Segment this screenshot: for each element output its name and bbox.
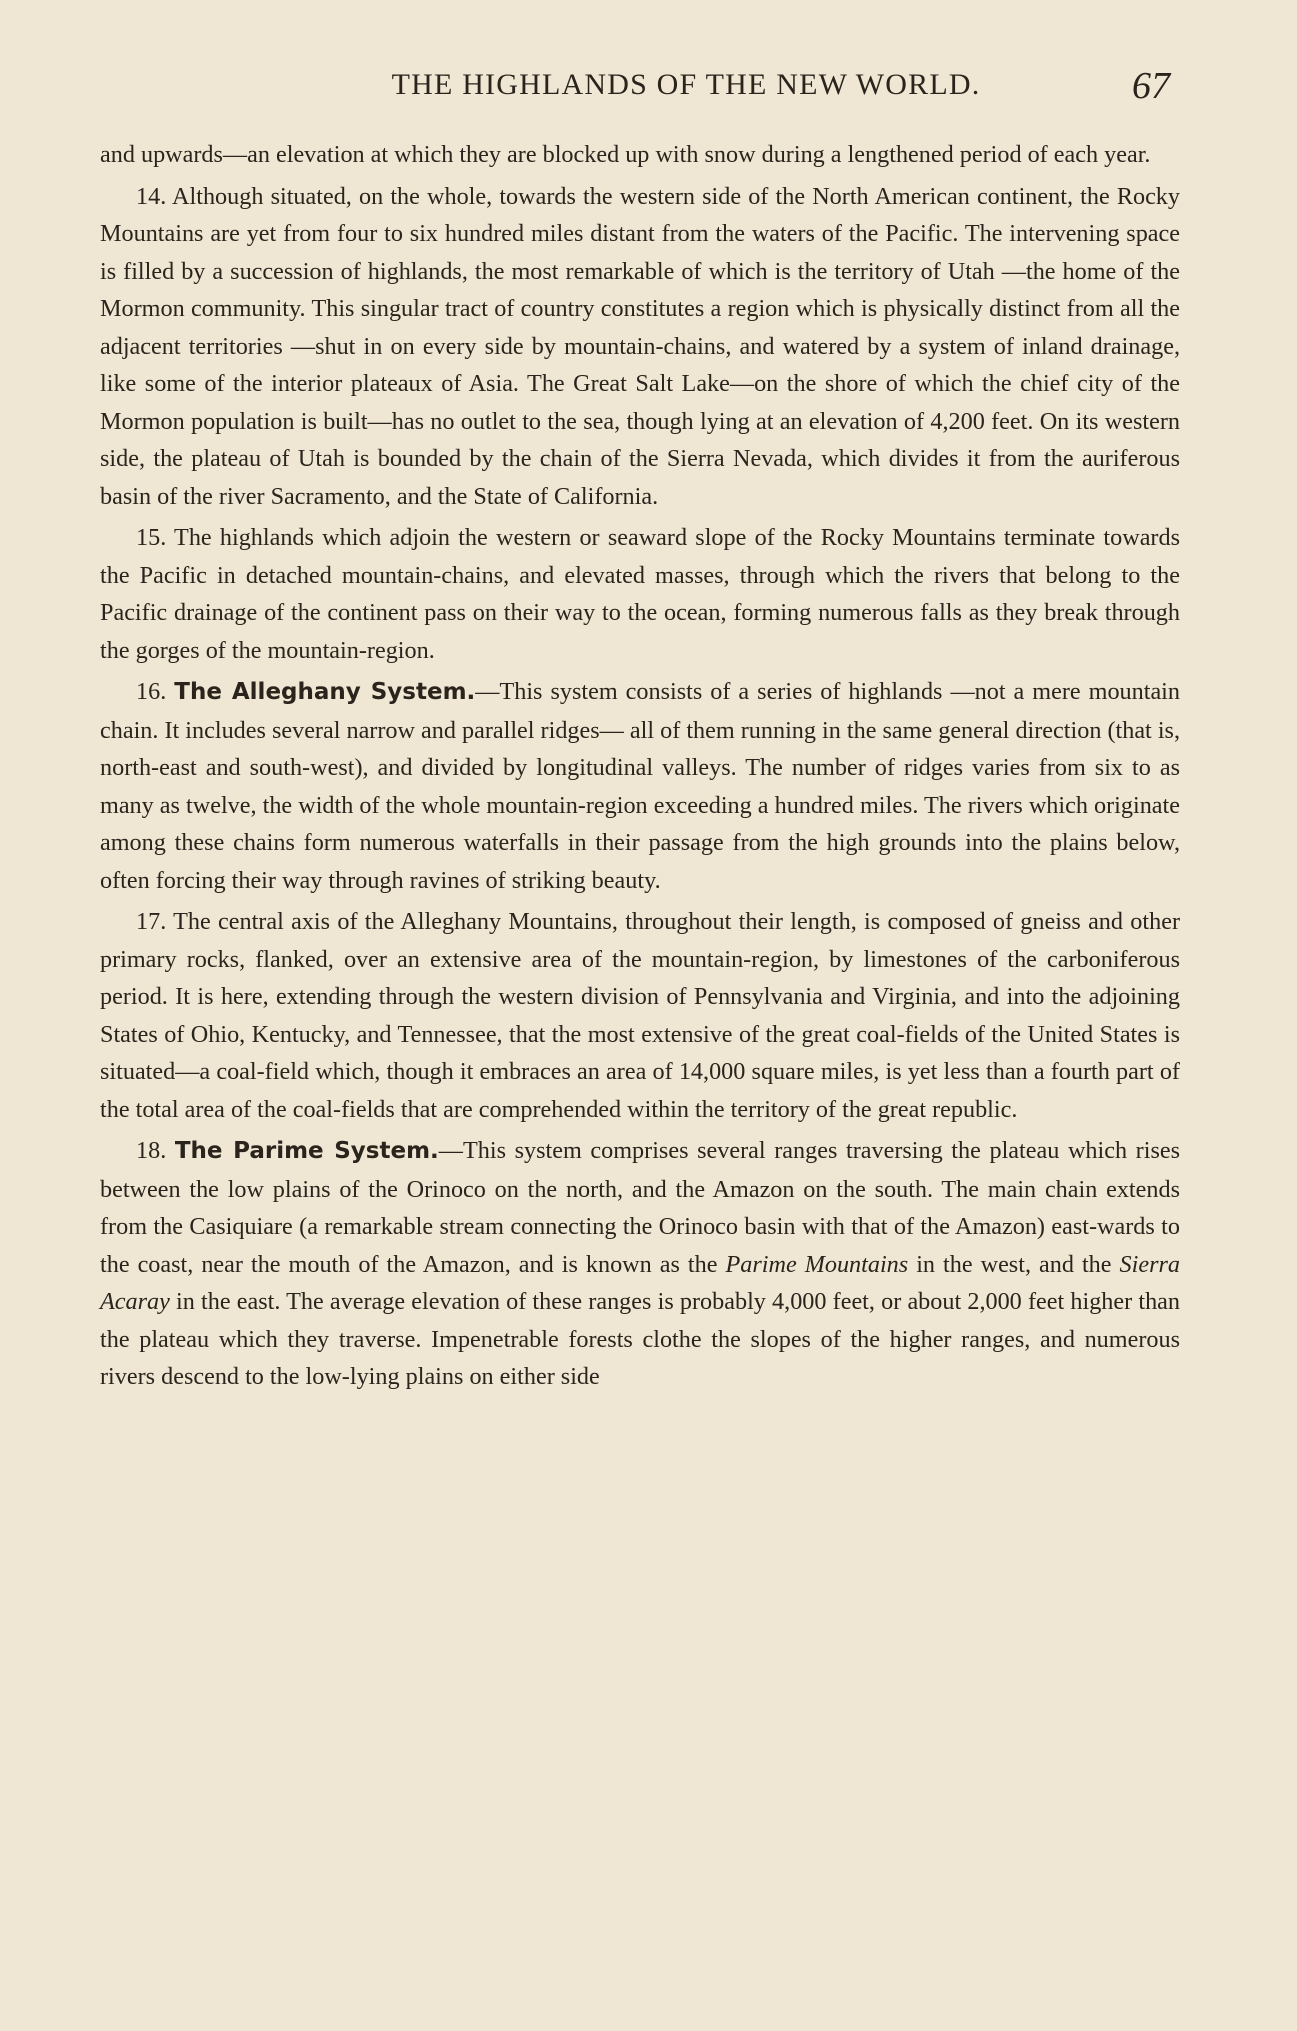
paragraph-13-continuation <box>100 136 1180 174</box>
paragraph-text: in the west, and the <box>908 1250 1120 1278</box>
body-text <box>100 136 1180 1396</box>
paragraph-18 <box>100 1132 1180 1396</box>
page-number: 67 <box>1132 65 1170 107</box>
paragraph-number: 14. <box>136 182 167 210</box>
section-heading-alleghany: The Alleghany System. <box>174 679 476 705</box>
paragraph-text: —This system comprises several ranges traversing the plateau which rises between the low plains of the Orinoco on the north, and the Amazon on the south. The main chain extends from the Casiquiare (a remarkable stream connecting the Orinoco basin with that of the Amazon) east-wards to the coast, near the mouth of the Amazon, and is known as the <box>100 1137 1181 1278</box>
paragraph-text: The central axis of the Alleghany Mountains, throughout their length, is composed of gneiss and other primary rocks, flanked, over an extensive area of the mountain-region, by limestones of the carboniferous period. It is here, extending through the western division of Pennsylvania and Virginia, and into the adjoining States of Ohio, Kentucky, and Tennessee, that the most extensive of the great coal-fields of the United States is situated—a coal-field which, though it embraces an area of 14,000 square miles, is yet less than a fourth part of the total area of the coal-fields that are comprehended within the territory of the great republic. <box>100 908 1180 1123</box>
paragraph-number: 16. <box>136 678 167 705</box>
paragraph-16 <box>100 673 1180 899</box>
running-title: THE HIGHLANDS OF THE NEW WORLD. <box>391 68 981 101</box>
section-heading-parime: The Parime System. <box>174 1138 439 1164</box>
italic-term-sierra-acaray: Sierra Acaray <box>100 1250 1180 1315</box>
paragraph-text: The highlands which adjoin the western or seaward slope of the Rocky Mountains terminate towards the Pacific in detached mountain-chains, and elevated masses, through which the rivers that belong to the Pacific drainage of the continent pass on their way to the ocean, forming numerous falls as they break through the gorges of the mountain-region. <box>100 524 1180 664</box>
paragraph-number: 15. <box>136 524 167 551</box>
paragraph-text: Although situated, on the whole, towards the western side of the North American continent, the Rocky Mountains are yet from four to six hundred miles distant from the waters of the Pacific. The intervening space is filled by a succession of highlands, the most remarkable of which is the territory of Utah —the home of the Mormon community. This singular tract of country constitutes a region which is physically distinct from all the adjacent territories —shut in on every side by mountain-chains, and watered by a system of inland drainage, like some of the interior plateaux of Asia. The Great Salt Lake—on the shore of which the chief city of the Mormon population is built—has no outlet to the sea, though lying at an elevation of 4,200 feet. On its western side, the plateau of Utah is bounded by the chain of the Sierra Nevada, which divides it from the auriferous basin of the river Sacramento, and the State of California. <box>100 182 1180 510</box>
paragraph-14 <box>100 178 1180 516</box>
paragraph-number: 18. <box>136 1137 167 1164</box>
italic-term-parime-mountains: Parime Mountains <box>725 1250 909 1278</box>
paragraph-15 <box>100 519 1180 669</box>
paragraph-text: and upwards—an elevation at which they are blocked up with snow during a lengthened period of each year. <box>100 141 1151 168</box>
paragraph-text: in the east. The average elevation of these ranges is probably 4,000 feet, or about 2,000 feet higher than the plateau which they traverse. Impenetrable forests clothe the slopes of the higher ranges, and numerous rivers descend to the low-lying plains on either side <box>100 1288 1180 1390</box>
paragraph-number: 17. <box>136 908 167 935</box>
running-header <box>100 64 1180 122</box>
paragraph-text: —This system consists of a series of highlands —not a mere mountain chain. It includes several narrow and parallel ridges— all of them running in the same general direction (that is, north-east and south-west), and divided by longitudinal valleys. The number of ridges varies from six to as many as twelve, the width of the whole mountain-region exceeding a hundred miles. The rivers which originate among these chains form numerous waterfalls in their passage from the high grounds into the plains below, often forcing their way through ravines of striking beauty. <box>100 678 1181 894</box>
paragraph-17 <box>100 903 1180 1128</box>
